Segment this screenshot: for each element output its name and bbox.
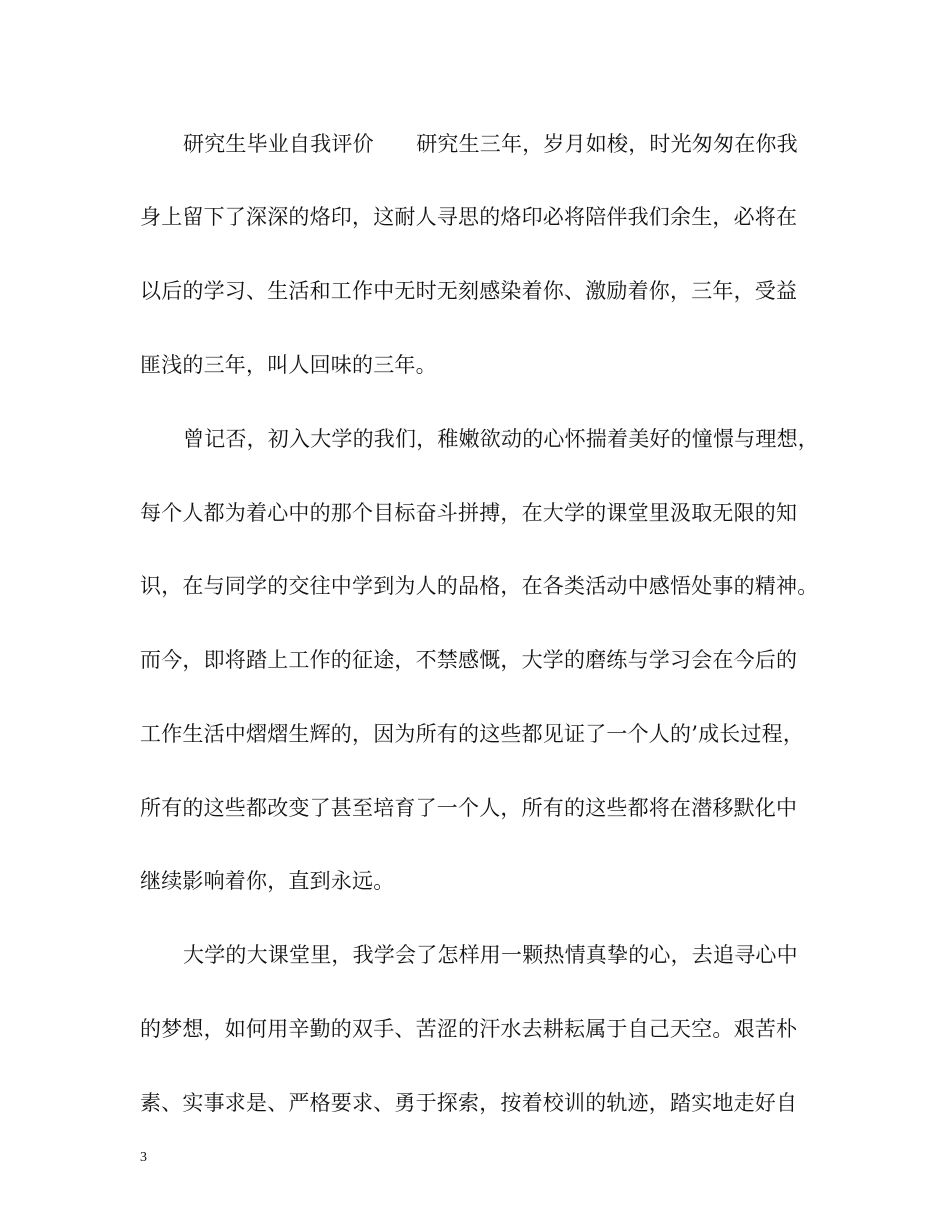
paragraph-line: 匪浅的三年，叫人回味的三年。 [140,353,437,377]
paragraph-line: 每个人都为着心中的那个目标奋斗拼搏，在大学的课堂里汲取无限的知 [140,501,798,525]
page-number: 3 [140,1150,147,1165]
paragraph-line: 工作生活中熠熠生辉的，因为所有的这些都见证了一个人的’成长过程， [140,722,805,746]
paragraph-line: 身上留下了深深的烙印，这耐人寻思的烙印必将陪伴我们余生，必将在 [140,205,798,229]
paragraph-line: 以后的学习、生活和工作中无时无刻感染着你、激励着你，三年，受益 [140,279,798,303]
paragraph-line: 素、实事求是、严格要求、勇于探索，按着校训的轨迹，踏实地走好自 [140,1091,798,1115]
paragraph-line: 的梦想，如何用辛勤的双手、苦涩的汗水去耕耘属于自己天空。艰苦朴 [140,1017,798,1041]
paragraph-line: 研究生毕业自我评价 研究生三年，岁月如梭，时光匆匆在你我 [183,132,798,156]
paragraph-line: 识，在与同学的交往中学到为人的品格，在各类活动中感悟处事的精神。 [140,574,819,598]
paragraph-line: 所有的这些都改变了甚至培育了一个人，所有的这些都将在潜移默化中 [140,796,798,820]
paragraph-line: 继续影响着你，直到永远。 [140,869,395,893]
paragraph-line: 曾记否，初入大学的我们，稚嫩欲动的心怀揣着美好的憧憬与理想， [183,427,819,451]
paragraph-line: 而今，即将踏上工作的征途，不禁感慨，大学的磨练与学习会在今后的 [140,648,798,672]
paragraph-line: 大学的大课堂里，我学会了怎样用一颗热情真挚的心，去追寻心中 [183,943,798,967]
